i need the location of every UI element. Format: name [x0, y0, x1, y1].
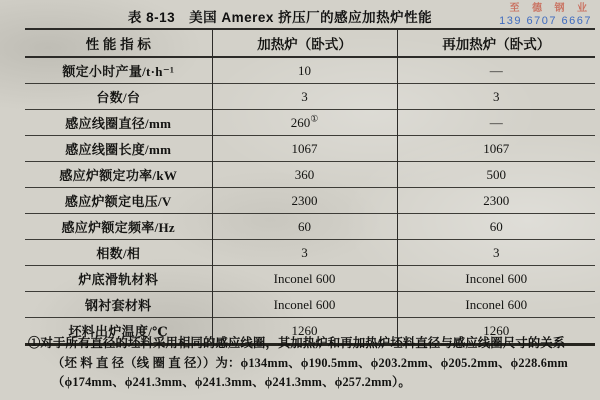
- footnote-line-1: ①对于所有直径的坯料采用相同的感应线圈，其加热炉和再加热炉坯料直径与感应线圈尺寸的关系: [28, 336, 566, 350]
- reheating-furnace-value: 500: [397, 162, 595, 188]
- heating-furnace-value: 360: [212, 162, 397, 188]
- reheating-furnace-value: Inconel 600: [397, 266, 595, 292]
- row-label: 相数/相: [25, 240, 212, 266]
- row-label: 钢衬套材料: [25, 292, 212, 318]
- heating-furnace-value: 10: [212, 57, 397, 84]
- table-row: [25, 214, 595, 240]
- row-label: 坯料出炉温度/℃: [25, 318, 212, 345]
- reheating-furnace-value: —: [489, 62, 503, 78]
- table-row: [25, 110, 595, 136]
- reheating-furnace-value: 3: [397, 84, 595, 110]
- table-row: [25, 136, 595, 162]
- table-header-row: [25, 29, 595, 57]
- table-row: [25, 57, 595, 84]
- reheating-furnace-value: —: [397, 110, 595, 136]
- reheating-furnace-value: Inconel 600: [397, 292, 595, 318]
- heating-furnace-value: Inconel 600: [212, 292, 397, 318]
- heating-furnace-value: 3: [212, 84, 397, 110]
- watermark-phone-number: 139 6707 6667: [499, 15, 592, 27]
- table-row: [25, 240, 595, 266]
- row-label: 感应炉额定频率/Hz: [25, 214, 212, 240]
- footnote-line-2: （坯 料 直 径（线 圈 直 径））为：ϕ134mm、ϕ190.5mm、ϕ203.2mm、ϕ205.2mm、ϕ228.6mm: [52, 355, 568, 370]
- row-label: 台数/台: [25, 84, 212, 110]
- table-row: [25, 292, 595, 318]
- col-header-heating-furnace: 加热炉（卧式）: [212, 29, 397, 57]
- heating-furnace-value: 1260: [212, 318, 397, 345]
- reheating-furnace-value: 3: [397, 240, 595, 266]
- heating-furnace-value: 3: [212, 240, 397, 266]
- reheating-furnace-value: 2300: [397, 188, 595, 214]
- performance-table: [25, 28, 595, 346]
- reheating-furnace-value: 1260: [397, 318, 595, 345]
- heating-furnace-value: 60: [212, 214, 397, 240]
- footnote-line-3: （ϕ174mm、ϕ241.3mm、ϕ241.3mm、ϕ241.3mm、ϕ257.2mm）。: [52, 375, 411, 389]
- watermark-company-name: 至 德 钢 业: [509, 3, 592, 14]
- footnote-marker: ①: [310, 113, 319, 124]
- table-row: [25, 188, 595, 214]
- heating-furnace-value: 260①: [212, 110, 397, 136]
- heating-furnace-value: 1067: [212, 136, 397, 162]
- row-label: 炉底滑轨材料: [25, 266, 212, 292]
- heating-furnace-value: Inconel 600: [212, 266, 397, 292]
- row-label: 感应炉额定电压/V: [25, 188, 212, 214]
- row-label: 感应线圈直径/mm: [25, 110, 212, 136]
- footnote: [28, 334, 590, 393]
- table-title: 表 8-13 美国 Amerex 挤压厂的感应加热炉性能: [127, 10, 433, 25]
- row-label: 感应炉额定功率/kW: [25, 162, 212, 188]
- col-header-reheating-furnace: 再加热炉（卧式）: [397, 29, 595, 57]
- reheating-furnace-value: 60: [397, 214, 595, 240]
- table-row: [25, 84, 595, 110]
- col-header-indicator: 性 能 指 标: [25, 29, 212, 57]
- table-row: [25, 266, 595, 292]
- row-label: 感应线圈长度/mm: [25, 136, 212, 162]
- row-label: 额定小时产量/t·h⁻¹: [25, 57, 212, 84]
- heating-furnace-value: 2300: [212, 188, 397, 214]
- reheating-furnace-value: 1067: [397, 136, 595, 162]
- table-row: [25, 162, 595, 188]
